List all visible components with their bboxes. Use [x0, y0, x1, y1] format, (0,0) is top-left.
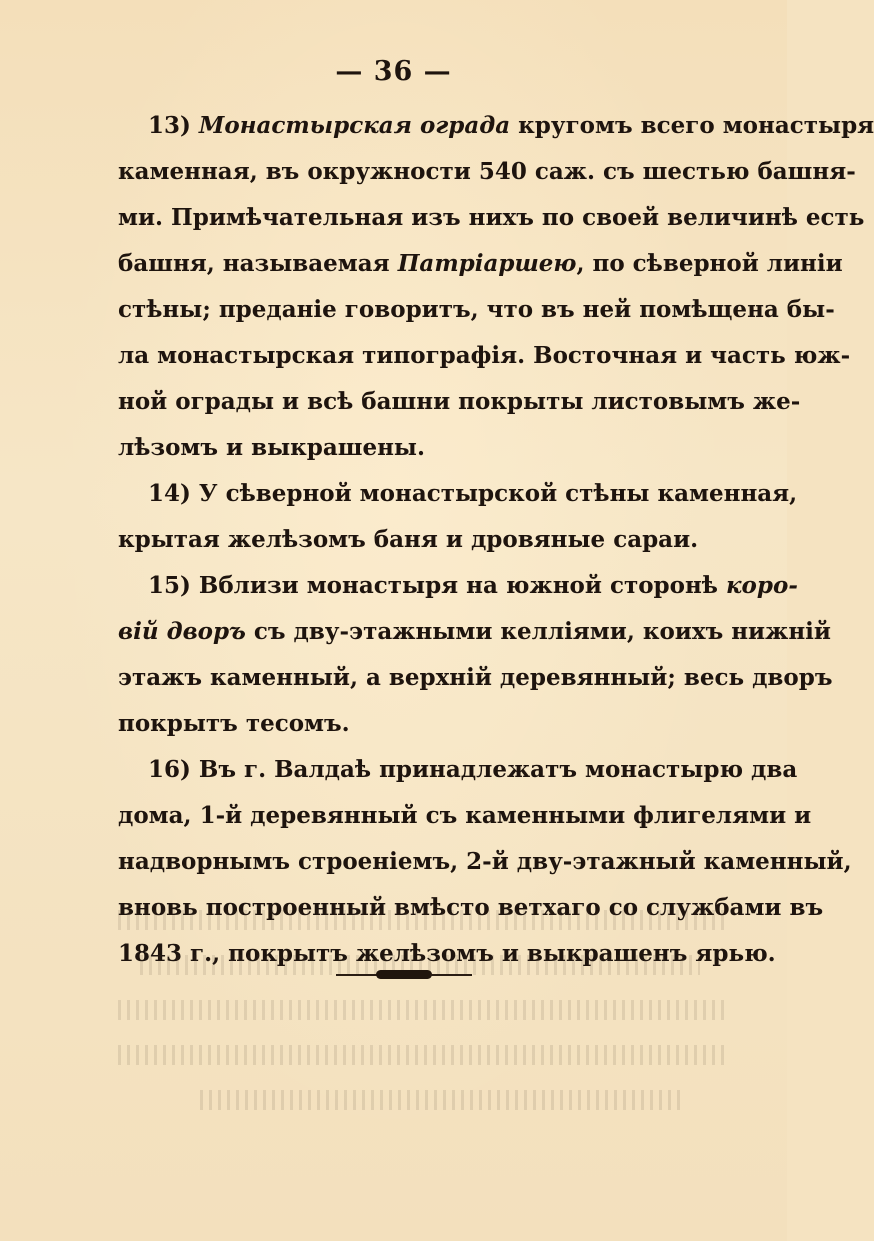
line-text: ми. Примѣчательная изъ нихъ по своей величинѣ есть: [118, 204, 865, 231]
italic-term: Монастырская ограда: [198, 112, 511, 139]
ornament-center: [376, 970, 432, 979]
text-line: [118, 747, 798, 793]
line-text: вновь построенный вмѣсто ветхаго со службами въ: [118, 894, 824, 921]
item-number: 13): [148, 112, 191, 139]
line-text: ла монастырская типографія. Восточная и часть юж-: [118, 342, 851, 369]
line-text: кругомъ всего монастыря: [510, 112, 874, 139]
line-text: крытая желѣзомъ баня и дровяные сараи.: [118, 526, 699, 553]
line-text: башня, называемая: [118, 250, 398, 277]
line-text: надворнымъ строеніемъ, 2-й дву-этажный каменный,: [118, 848, 852, 875]
italic-term: вій дворъ: [118, 618, 246, 645]
text-line: [118, 609, 831, 655]
page-number: — 36 —: [335, 56, 452, 87]
line-text: стѣны; преданіе говоритъ, что въ ней помѣщена бы-: [118, 296, 835, 323]
line-text: ной ограды и всѣ башни покрыты листовымъ же-: [118, 388, 801, 415]
bleed-through: [200, 1090, 680, 1110]
item-number: 15): [148, 572, 191, 599]
line-text: , по сѣверной линіи: [576, 250, 843, 277]
text-line: [118, 195, 865, 241]
line-text: покрытъ тесомъ.: [118, 710, 350, 737]
end-ornament: [336, 969, 472, 981]
text-line: [118, 517, 724, 563]
text-line: [118, 103, 874, 149]
line-text: этажъ каменный, а верхній деревянный; весь дворъ: [118, 664, 833, 691]
text-line: [118, 471, 798, 517]
line-text: 1843 г., покрытъ желѣзомъ и выкрашенъ ярью.: [118, 940, 776, 967]
text-line: [118, 333, 851, 379]
line-text: Въ г. Валдаѣ принадлежатъ монастырю два: [190, 756, 798, 783]
text-line: [118, 563, 798, 609]
text-line: [118, 425, 724, 471]
text-line: [118, 287, 835, 333]
italic-term: коро-: [725, 572, 798, 599]
text-line: [118, 839, 852, 885]
line-text: каменная, въ окружности 540 саж. съ шестью башня-: [118, 158, 856, 185]
bleed-through: [118, 1000, 724, 1020]
line-text: съ дву-этажными келліями, коихъ нижній: [245, 618, 831, 645]
line-text: дома, 1-й деревянный съ каменными флигелями и: [118, 802, 812, 829]
line-text: Вблизи монастыря на южной сторонѣ: [190, 572, 726, 599]
bleed-through: [118, 1045, 724, 1065]
text-line: [118, 149, 856, 195]
item-number: 14): [148, 480, 191, 507]
item-number: 16): [148, 756, 191, 783]
bleed-through: [118, 910, 724, 930]
italic-term: Патріаршею: [397, 250, 577, 277]
text-line: [118, 241, 843, 287]
text-block: [118, 103, 874, 977]
text-line: [118, 701, 724, 747]
ornament-rule: [336, 974, 378, 976]
ornament-rule: [430, 974, 472, 976]
text-line: [118, 793, 812, 839]
text-line: [118, 379, 801, 425]
line-text: лѣзомъ и выкрашены.: [118, 434, 425, 461]
line-text: У сѣверной монастырской стѣны каменная,: [190, 480, 798, 507]
text-line: [118, 655, 833, 701]
